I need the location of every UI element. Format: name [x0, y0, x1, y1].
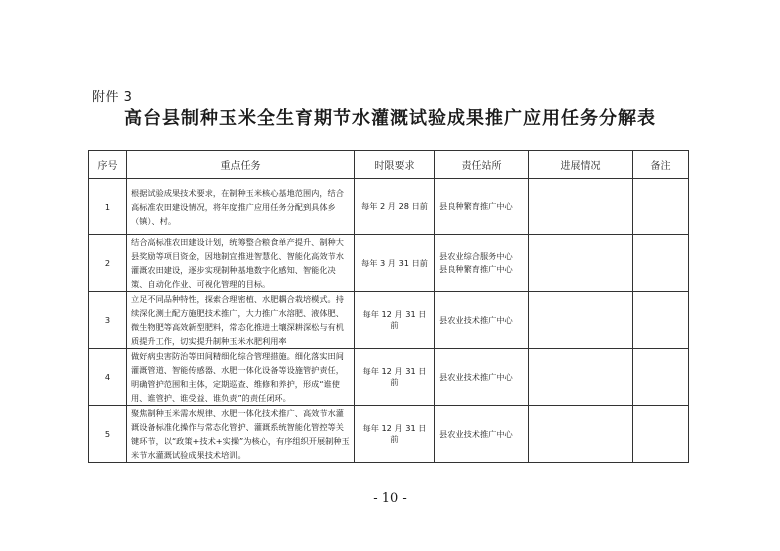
row-deadline: 每年 2 月 28 日前	[355, 179, 435, 235]
header-remarks: 备注	[633, 151, 689, 179]
row-station	[435, 179, 529, 235]
row-task: 聚焦制种玉米需水规律、水肥一体化技术推广、高效节水灌溉设备标准化操作与常态化管护、灌溉系统智能化管控等关键环节，以“政策+技术+实操”为核心，有序组织开展制种玉米节水灌溉试验成果技术培训。	[127, 406, 355, 463]
row-task: 根据试验成果技术要求，在制种玉米核心基地范围内，结合高标准农田建设情况，将年度推广应用任务分配到具体乡（镇）、村。	[127, 179, 355, 235]
task-table	[88, 150, 689, 463]
row-number: 4	[89, 349, 127, 406]
header-task: 重点任务	[127, 151, 355, 179]
table-header-row	[89, 151, 689, 179]
row-station	[435, 292, 529, 349]
header-deadline: 时限要求	[355, 151, 435, 179]
row-number: 5	[89, 406, 127, 463]
document-title: 高台县制种玉米全生育期节水灌溉试验成果推广应用任务分解表	[124, 108, 656, 129]
row-task: 结合高标准农田建设计划，统筹整合粮食单产提升、制种大县奖励等项目资金，因地制宜推进智慧化、智能化高效节水灌溉农田建设，逐步实现制种基地数字化感知、智能化决策、自动化作业、可视化管理的目标。	[127, 235, 355, 292]
table-row	[89, 179, 689, 235]
header-progress: 进展情况	[529, 151, 633, 179]
row-number: 1	[89, 179, 127, 235]
station-name: 县农业技术推广中心	[439, 371, 513, 382]
row-progress	[529, 179, 633, 235]
table-row	[89, 292, 689, 349]
table-row	[89, 235, 689, 292]
header-station: 责任站所	[435, 151, 529, 179]
row-number: 2	[89, 235, 127, 292]
row-progress	[529, 235, 633, 292]
row-number: 3	[89, 292, 127, 349]
row-task: 做好病虫害防治等田间精细化综合管理措施。细化落实田间灌溉管道、智能传感器、水肥一体化设备等设施管护责任，明确管护范围和主体，定期巡查、维修和养护，形成“谁使用、谁管护、谁受益、谁负责”的责任闭环。	[127, 349, 355, 406]
row-station	[435, 349, 529, 406]
row-progress	[529, 292, 633, 349]
row-deadline: 每年 3 月 31 日前	[355, 235, 435, 292]
table-row	[89, 406, 689, 463]
row-remarks	[633, 179, 689, 235]
row-remarks	[633, 406, 689, 463]
row-deadline: 每年 12 月 31 日前	[355, 292, 435, 349]
row-remarks	[633, 292, 689, 349]
station-name: 县农业综合服务中心	[439, 251, 513, 261]
row-remarks	[633, 349, 689, 406]
station-name: 县农业技术推广中心	[439, 314, 513, 325]
row-progress	[529, 349, 633, 406]
attachment-label: 附件 3	[92, 90, 133, 105]
header-no: 序号	[89, 151, 127, 179]
row-task: 立足不同品种特性，探索合理密植、水肥耦合栽培模式。持续深化测土配方施肥技术推广，大力推广水溶肥、液体肥、微生物肥等高效新型肥料，常态化推进土壤深耕深松与有机质提升工作，切实提升制种玉米水肥利用率	[127, 292, 355, 349]
row-deadline: 每年 12 月 31 日前	[355, 349, 435, 406]
row-station	[435, 406, 529, 463]
row-progress	[529, 406, 633, 463]
row-station	[435, 235, 529, 292]
station-name: 县良种繁育推广中心	[439, 264, 513, 274]
page-number: - 10 -	[373, 491, 407, 506]
station-name: 县农业技术推广中心	[439, 428, 513, 439]
row-remarks	[633, 235, 689, 292]
table-row	[89, 349, 689, 406]
station-name: 县良种繁育推广中心	[439, 201, 513, 211]
row-deadline: 每年 12 月 31 日前	[355, 406, 435, 463]
